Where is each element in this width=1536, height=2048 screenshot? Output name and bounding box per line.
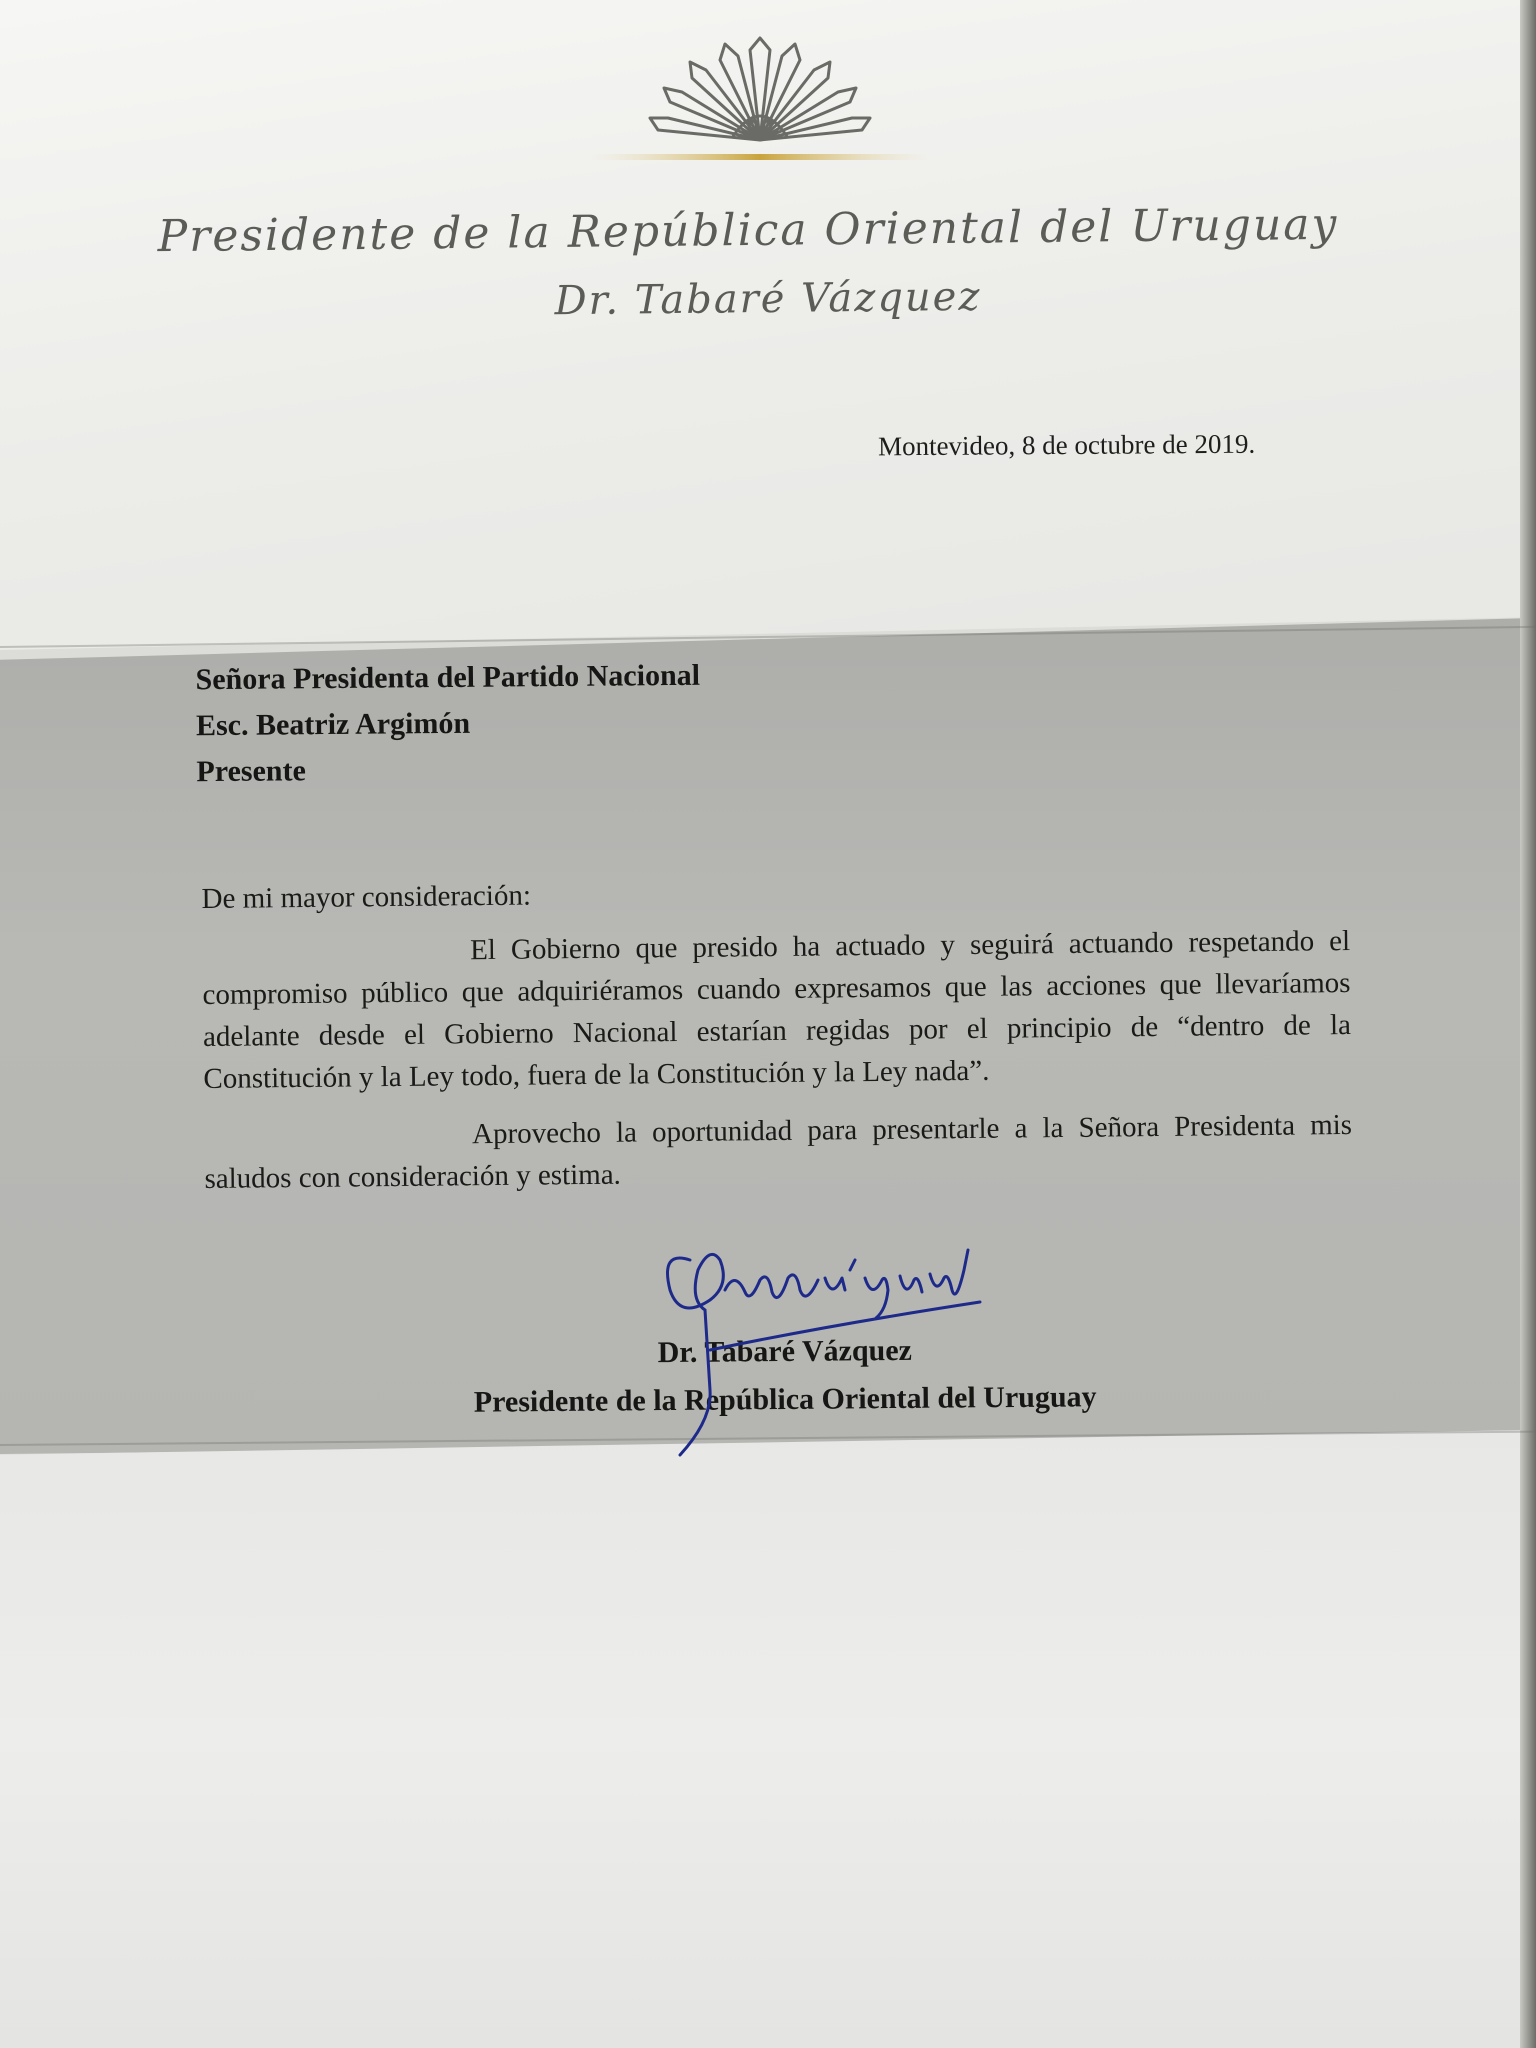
letter-bottom-panel (0, 1430, 1536, 2048)
signer-title: Presidente de la República Oriental del Uruguay (473, 1380, 1097, 1419)
recipient-block (195, 653, 701, 795)
handwritten-signature (650, 1230, 1030, 1460)
body-paragraph-1: El Gobierno que presido ha actuado y seguirá actuando respetando el compromiso público que adquiriéramos cuando expresamos que las acciones que llevaríamos adelante desde el Gobierno Nacional estarían regidas por el principio de “dentro de la Constitución y la Ley todo, fuera de la Constitución y la Ley nada”. (202, 924, 1352, 1096)
letterhead-title: Presidente de la República Oriental del Uruguay (157, 198, 1339, 263)
recipient-presente: Presente (196, 754, 306, 789)
body-paragraph-2: Aprovecho la oportunidad para presentarle a la Señora Presidenta mis saludos con consideración y estima. (204, 1108, 1353, 1196)
sol-de-mayo-icon (580, 30, 940, 180)
recipient-name: Esc. Beatriz Argimón (195, 706, 471, 743)
salutation: De mi mayor consideración: (201, 879, 532, 916)
recipient-title: Señora Presidenta del Partido Nacional (195, 658, 701, 697)
letter-body (201, 866, 1352, 1200)
signer-name: Dr. Tabaré Vázquez (657, 1333, 913, 1370)
date-line: Montevideo, 8 de octubre de 2019. (877, 428, 1256, 462)
letterhead-name: Dr. Tabaré Vázquez (554, 273, 982, 325)
